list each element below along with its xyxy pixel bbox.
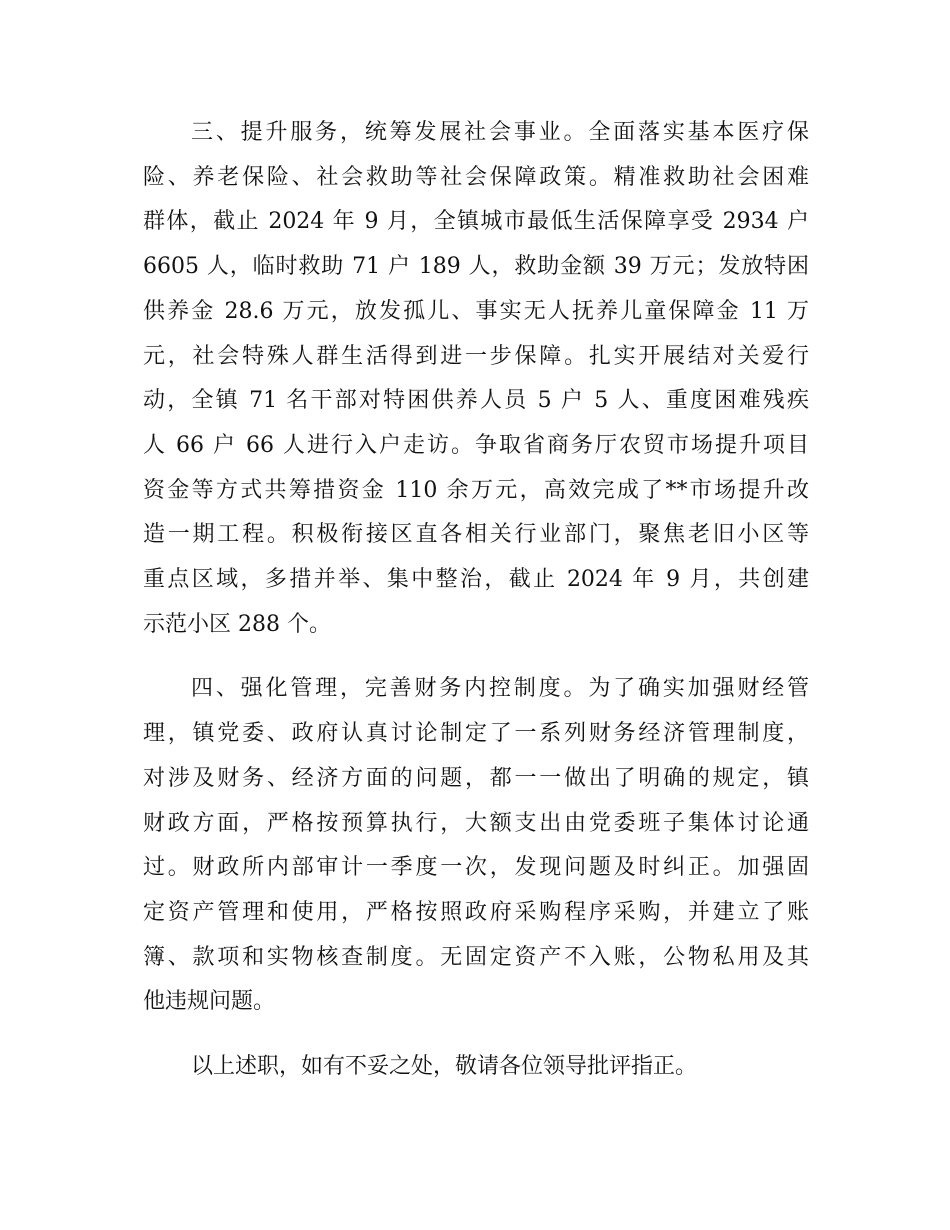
text-line: 三、提升服务，统筹发展社会事业。全面落实基本医疗保 [191,120,809,145]
text-line: 四、强化管理，完善财务内控制度。为了确实加强财经管 [191,676,809,702]
text-line: 群体，截止 2024 年 9 月，全镇城市最低生活保障享受 2934 户 [143,209,809,235]
text-line: 险、养老保险、社会救助等社会保障政策。精准救助社会困难 [143,164,809,190]
paragraph-closing [143,1045,809,1090]
paragraph-social-services [143,111,809,647]
paragraph-financial-management [143,667,809,1025]
document-body [143,111,809,1090]
text-line: 重点区域，多措并举、集中整治，截止 2024 年 9 月，共创建 [143,567,809,593]
text-line: 他违规问题。 [143,989,276,1015]
text-line: 6605 人，临时救助 71 户 189 人，救助金额 39 万元；发放特困 [143,254,809,280]
text-line: 以上述职，如有不妥之处，敬请各位领导批评指正。 [191,1054,698,1080]
paragraph-spacer [143,647,809,667]
text-line: 动，全镇 71 名干部对特困供养人员 5 户 5 人、重度困难残疾 [143,388,809,414]
text-line: 示范小区 288 个。 [143,611,331,637]
text-line: 对涉及财务、经济方面的问题，都一一做出了明确的规定，镇 [143,765,809,791]
text-line: 簿、款项和实物核查制度。无固定资产不入账，公物私用及其 [143,944,809,970]
text-line: 资金等方式共筹措资金 110 余万元，高效完成了**市场提升改 [143,477,809,503]
text-line: 财政方面，严格按预算执行，大额支出由党委班子集体讨论通 [143,810,809,836]
paragraph-spacer [143,1025,809,1045]
text-line: 过。财政所内部审计一季度一次，发现问题及时纠正。加强固 [143,855,809,881]
text-line: 理，镇党委、政府认真讨论制定了一系列财务经济管理制度， [143,721,809,747]
text-line: 人 66 户 66 人进行入户走访。争取省商务厅农贸市场提升项目 [143,432,809,458]
text-line: 造一期工程。积极衔接区直各相关行业部门，聚焦老旧小区等 [143,522,809,548]
text-line: 供养金 28.6 万元，放发孤儿、事实无人抚养儿童保障金 11 万 [143,298,809,324]
text-line: 定资产管理和使用，严格按照政府采购程序采购，并建立了账 [143,899,809,925]
text-line: 元，社会特殊人群生活得到进一步保障。扎实开展结对关爱行 [143,343,809,369]
